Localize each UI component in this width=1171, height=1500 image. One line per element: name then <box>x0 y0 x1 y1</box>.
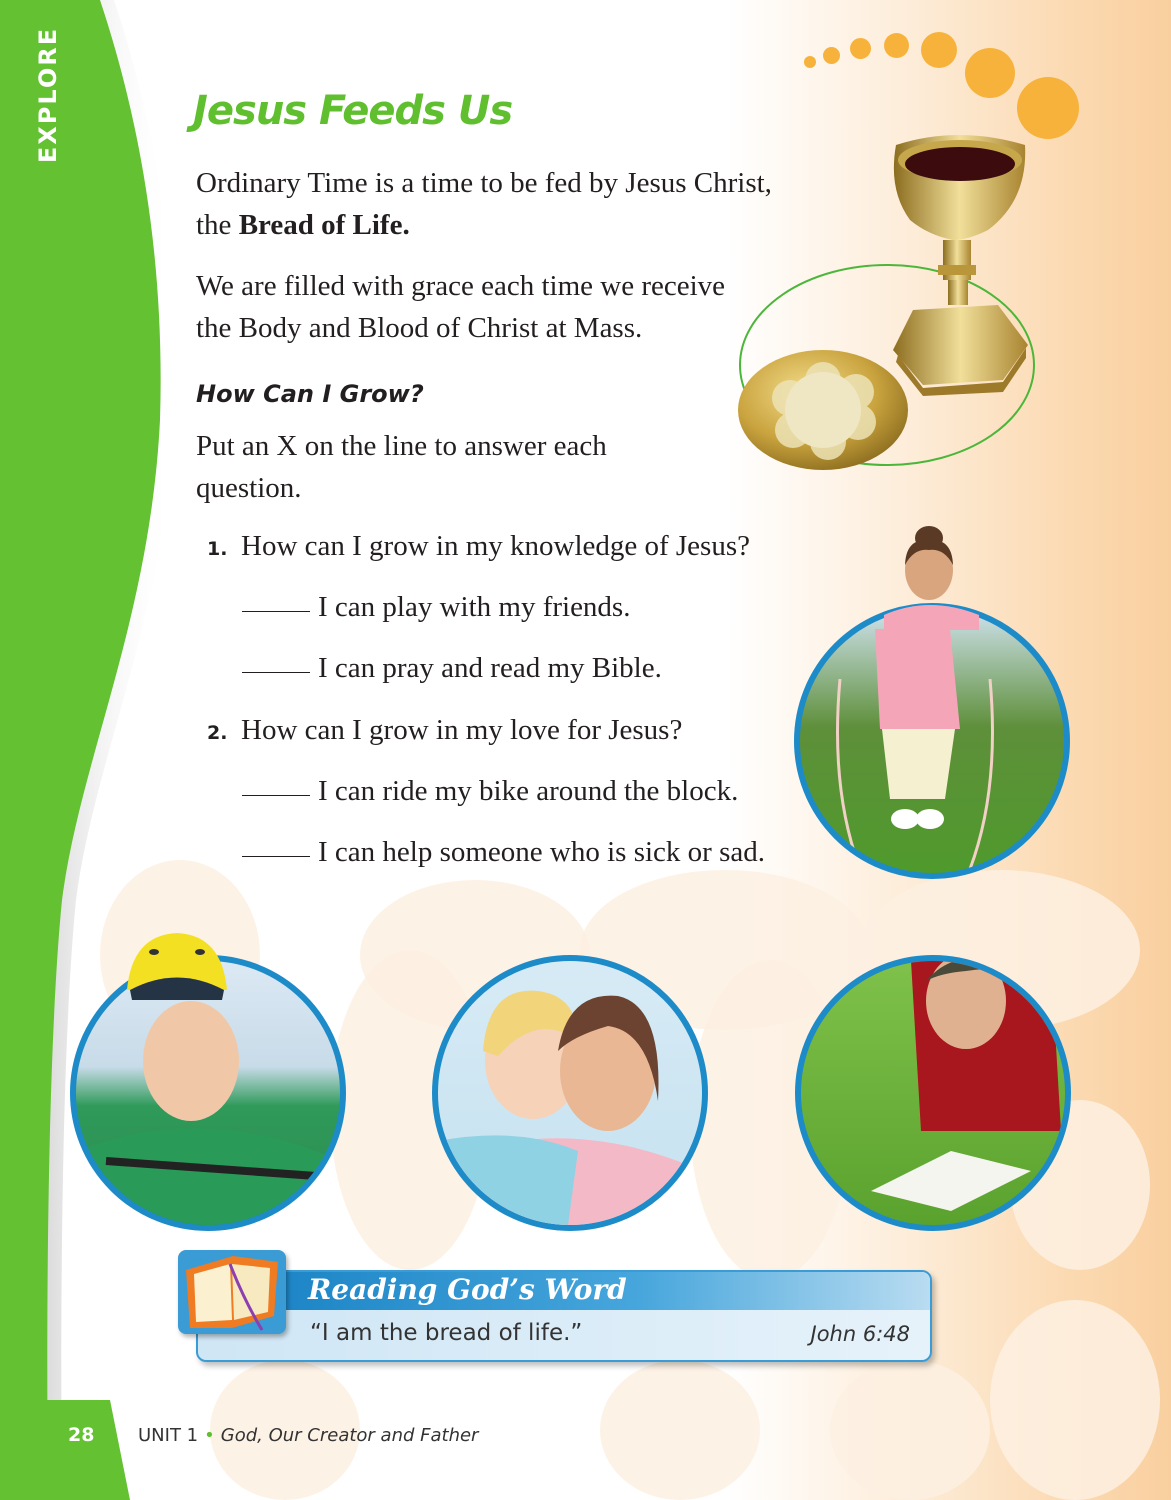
answer-blank-line[interactable] <box>242 611 310 612</box>
reading-gods-word-box <box>196 1270 932 1362</box>
photo-two-girls-hugging <box>432 955 708 1231</box>
decor-dot <box>921 32 957 68</box>
option-text: I can play with my friends. <box>318 591 631 623</box>
decor-dot <box>850 38 871 59</box>
explore-section-tab <box>30 26 66 164</box>
option-text: I can pray and read my Bible. <box>318 652 662 684</box>
decor-dot <box>965 48 1015 98</box>
option-text: I can ride my bike around the block. <box>318 775 739 807</box>
question-1 <box>207 530 750 563</box>
explore-label: EXPLORE <box>34 26 63 164</box>
question-2 <box>207 714 682 747</box>
intro-paragraph <box>196 162 772 246</box>
page-title: Jesus Feeds Us <box>193 88 513 134</box>
answer-blank-line[interactable] <box>242 672 310 673</box>
activity-instructions <box>196 425 607 509</box>
decor-dot <box>823 47 840 64</box>
bg-bubble <box>830 1360 990 1500</box>
intro-line-1: Ordinary Time is a time to be fed by Jesus Christ, <box>196 167 772 199</box>
reading-gods-word-title: Reading God’s Word <box>308 1273 627 1306</box>
bg-bubble <box>990 1300 1160 1500</box>
answer-option[interactable] <box>242 836 765 869</box>
unit-label: UNIT 1 <box>138 1425 199 1446</box>
question-number: 2. <box>207 722 228 744</box>
footer-unit-line <box>138 1425 478 1446</box>
girls-hugging-figure <box>438 961 702 1225</box>
boy-reading-figure <box>801 961 1065 1225</box>
option-text: I can help someone who is sick or sad. <box>318 836 765 868</box>
intro-line-2 <box>196 204 772 246</box>
instructions-line-2: question. <box>196 472 302 504</box>
bullet-separator: • <box>204 1425 215 1446</box>
bread-of-life-term: Bread of Life. <box>238 209 410 241</box>
question-text: How can I grow in my knowledge of Jesus? <box>241 530 751 562</box>
unit-title: God, Our Creator and Father <box>220 1425 479 1446</box>
answer-blank-line[interactable] <box>242 856 310 857</box>
grace-line-2: the Body and Blood of Christ at Mass. <box>196 312 643 344</box>
grace-line-1: We are filled with grace each time we receive <box>196 270 726 302</box>
activity-heading: How Can I Grow? <box>196 380 424 408</box>
answer-option[interactable] <box>242 652 662 685</box>
helmet-overflow <box>122 930 232 1000</box>
decor-dot <box>884 33 909 58</box>
bg-bubble <box>600 1360 760 1500</box>
scripture-quote: “I am the bread of life.” <box>310 1320 583 1346</box>
decor-dot <box>804 56 816 68</box>
intro-prefix: the <box>196 209 239 241</box>
question-text: How can I grow in my love for Jesus? <box>241 714 683 746</box>
chalice-and-paten-illustration <box>738 130 1038 500</box>
reading-gods-word-header <box>286 1272 930 1310</box>
instructions-line-1: Put an X on the line to answer each <box>196 430 607 462</box>
page-number: 28 <box>68 1424 95 1446</box>
answer-option[interactable] <box>242 775 738 808</box>
open-bible-icon <box>178 1250 286 1334</box>
scripture-reference: John 6:48 <box>810 1322 910 1346</box>
question-number: 1. <box>207 538 228 560</box>
answer-option[interactable] <box>242 591 630 624</box>
photo-boy-reading-bible <box>795 955 1071 1231</box>
grace-paragraph <box>196 265 725 349</box>
answer-blank-line[interactable] <box>242 795 310 796</box>
boy-helmet-figure <box>76 961 340 1225</box>
girl-head-overflow <box>884 520 984 630</box>
photo-girl-jumping-rope <box>794 603 1070 879</box>
jump-rope-figure <box>800 609 1064 873</box>
